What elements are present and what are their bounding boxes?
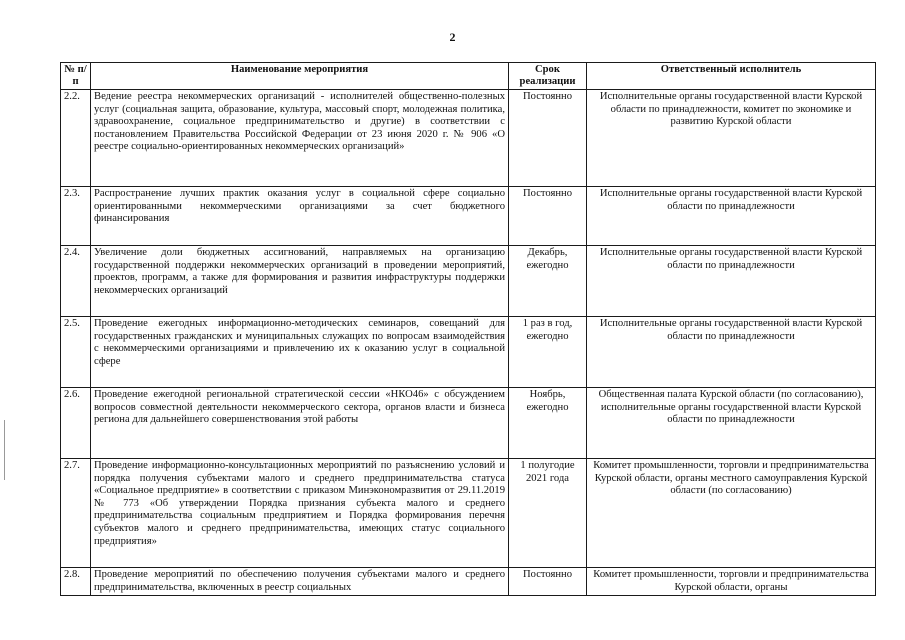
header-term: Срок реализации bbox=[509, 63, 587, 90]
row-responsible: Исполнительные органы государственной власти Курской области по принадлежности bbox=[587, 187, 876, 246]
table-row bbox=[61, 388, 876, 459]
row-term: Постоянно bbox=[509, 90, 587, 187]
header-responsible: Ответственный исполнитель bbox=[587, 63, 876, 90]
row-responsible: Комитет промышленности, торговли и предпринимательства Курской области, органы bbox=[587, 568, 876, 596]
table-row bbox=[61, 246, 876, 317]
row-name: Ведение реестра некоммерческих организаций - исполнителей общественно-полезных услуг (социальная защита, образование, культура, массовый спорт, молодежная политика, здравоохранение, социальное предпринимательство и другие) в соответствии с постановлением Правительства Российской Федерации от 23 июня 2020 г. № 906 «О реестре социально-ориентированных некоммерческих организаций» bbox=[91, 90, 509, 187]
row-responsible: Комитет промышленности, торговли и предпринимательства Курской области, органы местного самоуправления Курской области (по согласованию) bbox=[587, 459, 876, 568]
page-number: 2 bbox=[449, 30, 456, 44]
row-num: 2.2. bbox=[61, 90, 91, 187]
row-responsible: Исполнительные органы государственной власти Курской области по принадлежности bbox=[587, 317, 876, 388]
header-num: № п/п bbox=[61, 63, 91, 90]
row-name: Проведение ежегодных информационно-методических семинаров, совещаний для государственных гражданских и муниципальных служащих по вопросам взаимодействия с некоммерческими организациями и привлечению их к оказанию услуг в социальной сфере bbox=[91, 317, 509, 388]
activities-table bbox=[60, 62, 876, 596]
row-name: Увеличение доли бюджетных ассигнований, направляемых на организацию государственной поддержки некоммерческих организаций в проведении мероприятий, проектов, программ, а также для формирования и развития инфраструктуры поддержки некоммерческих организаций bbox=[91, 246, 509, 317]
scan-margin-mark bbox=[4, 420, 5, 480]
row-num: 2.3. bbox=[61, 187, 91, 246]
row-term: Декабрь, ежегодно bbox=[509, 246, 587, 317]
row-responsible: Исполнительные органы государственной власти Курской области по принадлежности bbox=[587, 246, 876, 317]
row-num: 2.8. bbox=[61, 568, 91, 596]
row-name: Проведение мероприятий по обеспечению получения субъектами малого и среднего предпринимательства, включенных в реестр социальных bbox=[91, 568, 509, 596]
table-header-row bbox=[61, 63, 876, 90]
row-num: 2.6. bbox=[61, 388, 91, 459]
row-name: Распространение лучших практик оказания услуг в социальной сфере социально ориентированными некоммерческими организациями за счет бюджетного финансирования bbox=[91, 187, 509, 246]
table-row bbox=[61, 90, 876, 187]
row-name: Проведение ежегодной региональной стратегической сессии «НКО46» с обсуждением вопросов совместной деятельности некоммерческого сектора, органов власти и бизнеса региона для дальнейшего совершенствования этой работы bbox=[91, 388, 509, 459]
row-num: 2.4. bbox=[61, 246, 91, 317]
row-term: 1 полугодие 2021 года bbox=[509, 459, 587, 568]
table-row bbox=[61, 459, 876, 568]
row-responsible: Исполнительные органы государственной власти Курской области по принадлежности, комитет по экономике и развитию Курской области bbox=[587, 90, 876, 187]
row-responsible: Общественная палата Курской области (по согласованию), исполнительные органы государственной власти Курской области по принадлежности bbox=[587, 388, 876, 459]
table-row bbox=[61, 568, 876, 596]
header-name: Наименование мероприятия bbox=[91, 63, 509, 90]
row-num: 2.7. bbox=[61, 459, 91, 568]
table-row bbox=[61, 317, 876, 388]
row-term: Ноябрь, ежегодно bbox=[509, 388, 587, 459]
table-row bbox=[61, 187, 876, 246]
row-name: Проведение информационно-консультационных мероприятий по разъяснению условий и порядка получения субъектами малого и среднего предпринимательства статуса «Социальное предприятие» в соответствии с приказом Минэкономразвития от 29.11.2019 № 773 «Об утверждении Порядка признания субъекта малого и среднего предпринимательства социальным предприятием и Порядка формирования перечня субъектов малого и среднего предпринимательства, имеющих статус социального предприятия» bbox=[91, 459, 509, 568]
row-term: Постоянно bbox=[509, 187, 587, 246]
row-term: 1 раз в год, ежегодно bbox=[509, 317, 587, 388]
row-num: 2.5. bbox=[61, 317, 91, 388]
row-term: Постоянно bbox=[509, 568, 587, 596]
